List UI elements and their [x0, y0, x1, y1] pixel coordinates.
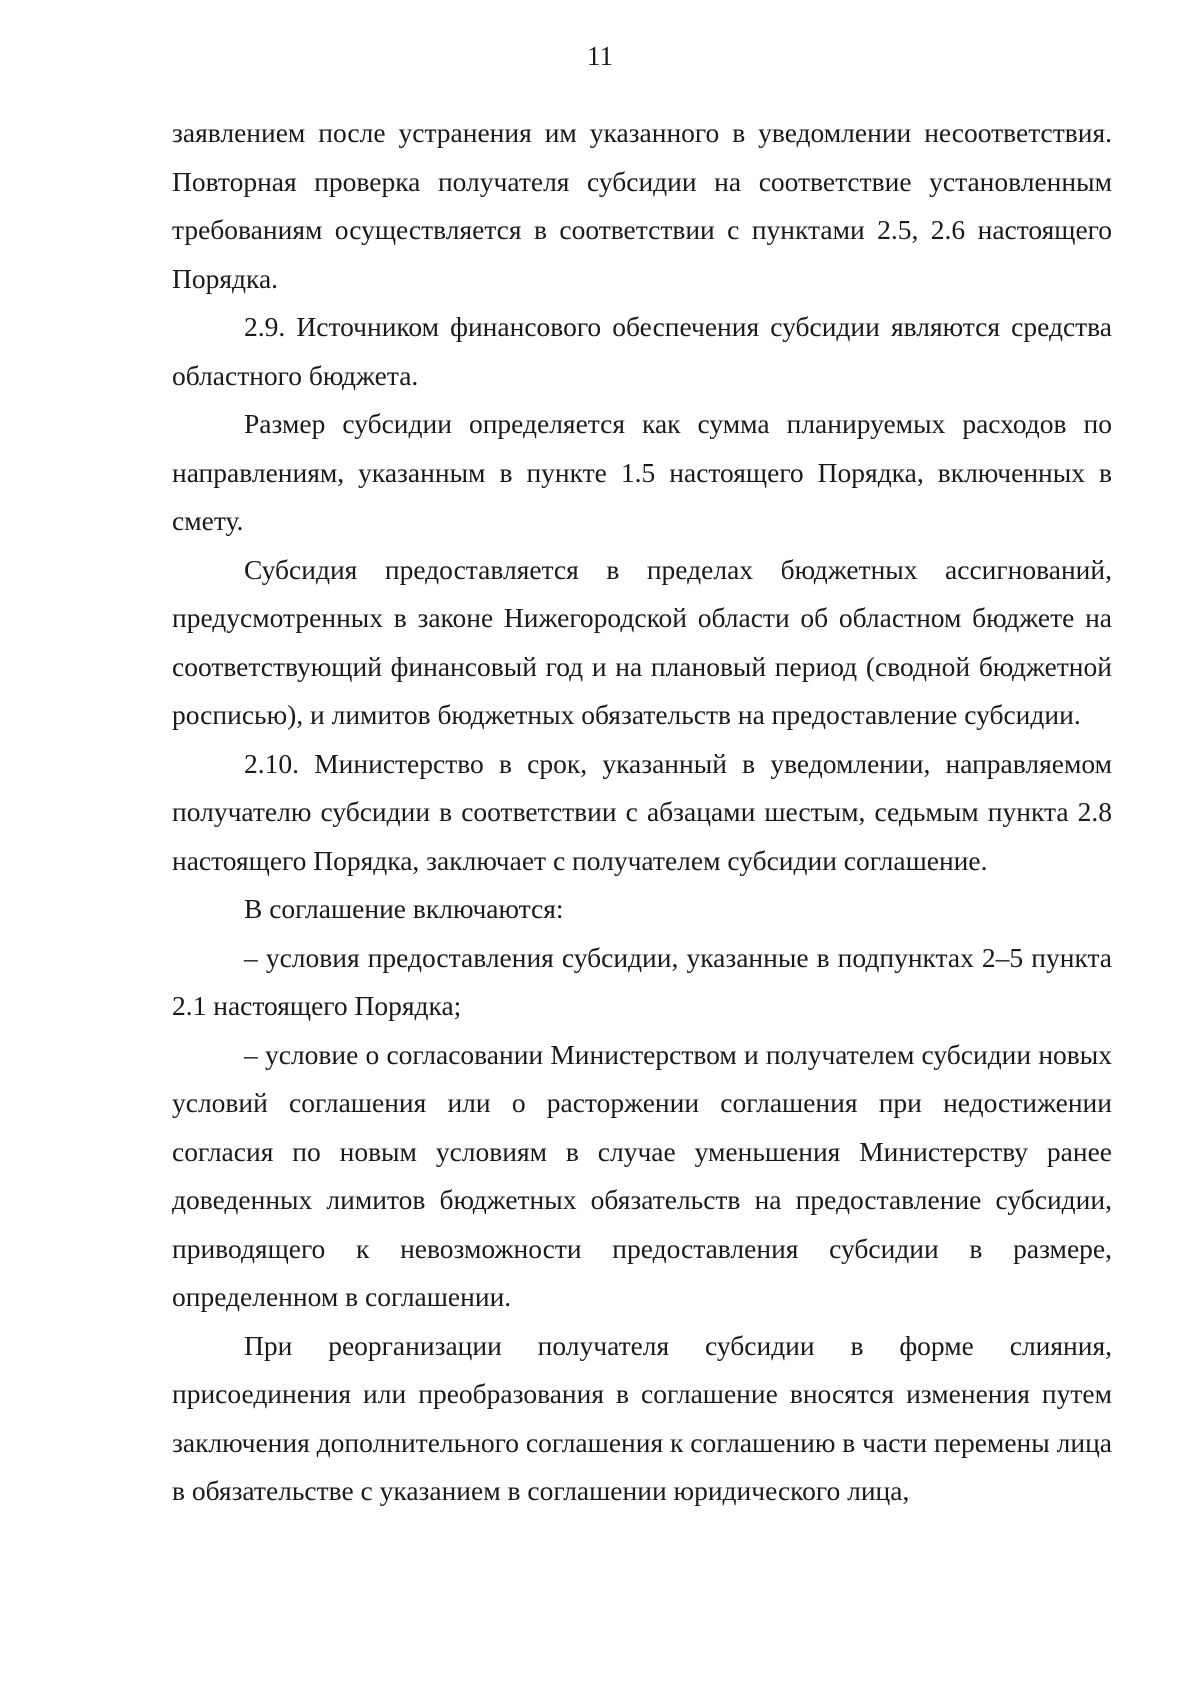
paragraph-subsidy-amount: Размер субсидии определяется как сумма планируемых расходов по направлениям, указанным в пункте 1.5 настоящего Порядка, включенных в смету.	[172, 408, 1112, 536]
document-body	[172, 109, 1112, 1516]
list-item-conditions: – условия предоставления субсидии, указанные в подпунктах 2–5 пункта 2.1 настоящего Порядка;	[172, 941, 1112, 1021]
paragraph-budget-limits: Субсидия предоставляется в пределах бюджетных ассигнований, предусмотренных в законе Нижегородской области об областном бюджете на соответствующий финансовый год и на плановый период (сводной бюджетной росписью), и лимитов бюджетных обязательств на предоставление субсидии.	[172, 553, 1112, 730]
paragraph-2-9-funding-source: 2.9. Источником финансового обеспечения субсидии являются средства областного бюджета.	[172, 311, 1112, 391]
paragraph-2-10-agreement: 2.10. Министерство в срок, указанный в уведомлении, направляемом получателю субсидии в соответствии с абзацами шестым, седьмым пункта 2.8 настоящего Порядка, заключает с получателем субсидии соглашение.	[172, 747, 1112, 876]
list-item-new-conditions: – условие о согласовании Министерством и получателем субсидии новых условий соглашения или о расторжении соглашения при недостижении согласия по новым условиям в случае уменьшения Министерству ранее доведенных лимитов бюджетных обязательств на предоставление субсидии, приводящего к невозможности предоставления субсидии в размере, определенном в соглашении.	[172, 1038, 1112, 1312]
page-number: 11	[587, 41, 613, 71]
paragraph-agreement-includes: В соглашение включаются:	[244, 893, 564, 924]
paragraph-reorganization: При реорганизации получателя субсидии в форме слияния, присоединения или преобразования в соглашение вносятся изменения путем заключения дополнительного соглашения к соглашению в части перемены лица в обязательстве с указанием в соглашении юридического лица,	[172, 1329, 1112, 1506]
paragraph-continuation: заявлением после устранения им указанного в уведомлении несоответствия. Повторная проверка получателя субсидии на соответствие установленным требованиям осуществляется в соответствии с пунктами 2.5, 2.6 настоящего Порядка.	[172, 117, 1112, 294]
